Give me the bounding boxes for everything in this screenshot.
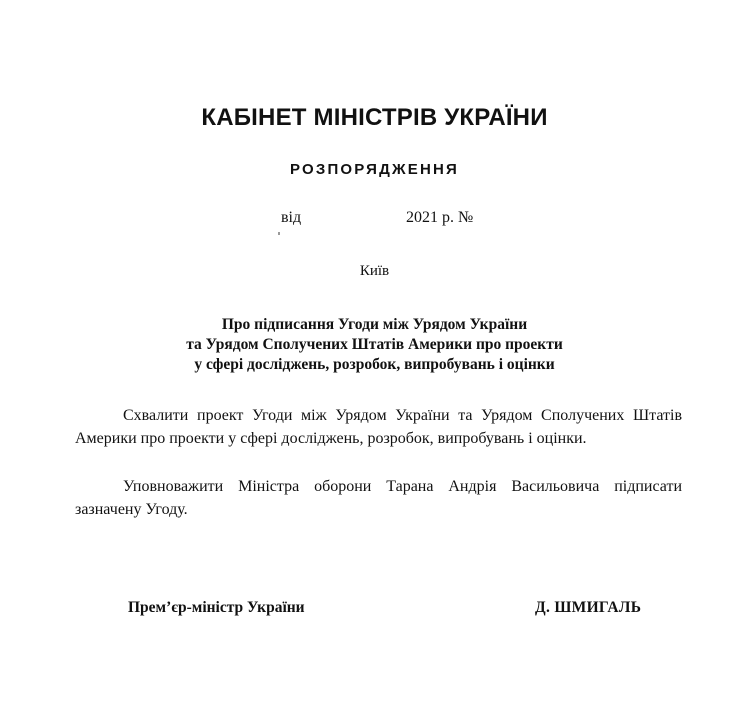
document-subject — [0, 315, 749, 375]
organization-title: КАБІНЕТ МІНІСТРІВ УКРАЇНИ — [201, 104, 548, 131]
document-type: РОЗПОРЯДЖЕННЯ — [289, 161, 460, 178]
date-value: 2021 р. № — [406, 209, 474, 226]
subject-line: у сфері досліджень, розробок, випробувань і оцінки — [194, 356, 555, 373]
date-prefix: від — [281, 209, 302, 226]
subject-line: та Урядом Сполучених Штатів Америки про проекти — [186, 336, 563, 353]
signature-name: Д. ШМИГАЛЬ — [535, 599, 642, 616]
signature-title: Прем’єр-міністр України — [128, 599, 305, 616]
body-paragraph-authorize: Уповноважити Міністра оборони Тарана Андрія Васильовича підписати зазначену Угоду. — [75, 478, 682, 518]
subject-line: Про підписання Угоди між Урядом України — [221, 316, 528, 333]
scan-artifact — [278, 232, 280, 235]
city: Київ — [359, 263, 390, 279]
body-paragraph-approve: Схвалити проект Угоди між Урядом України та Урядом Сполучених Штатів Америки про проекти у сфері досліджень, розробок, випробувань і оцінки. — [75, 407, 682, 447]
